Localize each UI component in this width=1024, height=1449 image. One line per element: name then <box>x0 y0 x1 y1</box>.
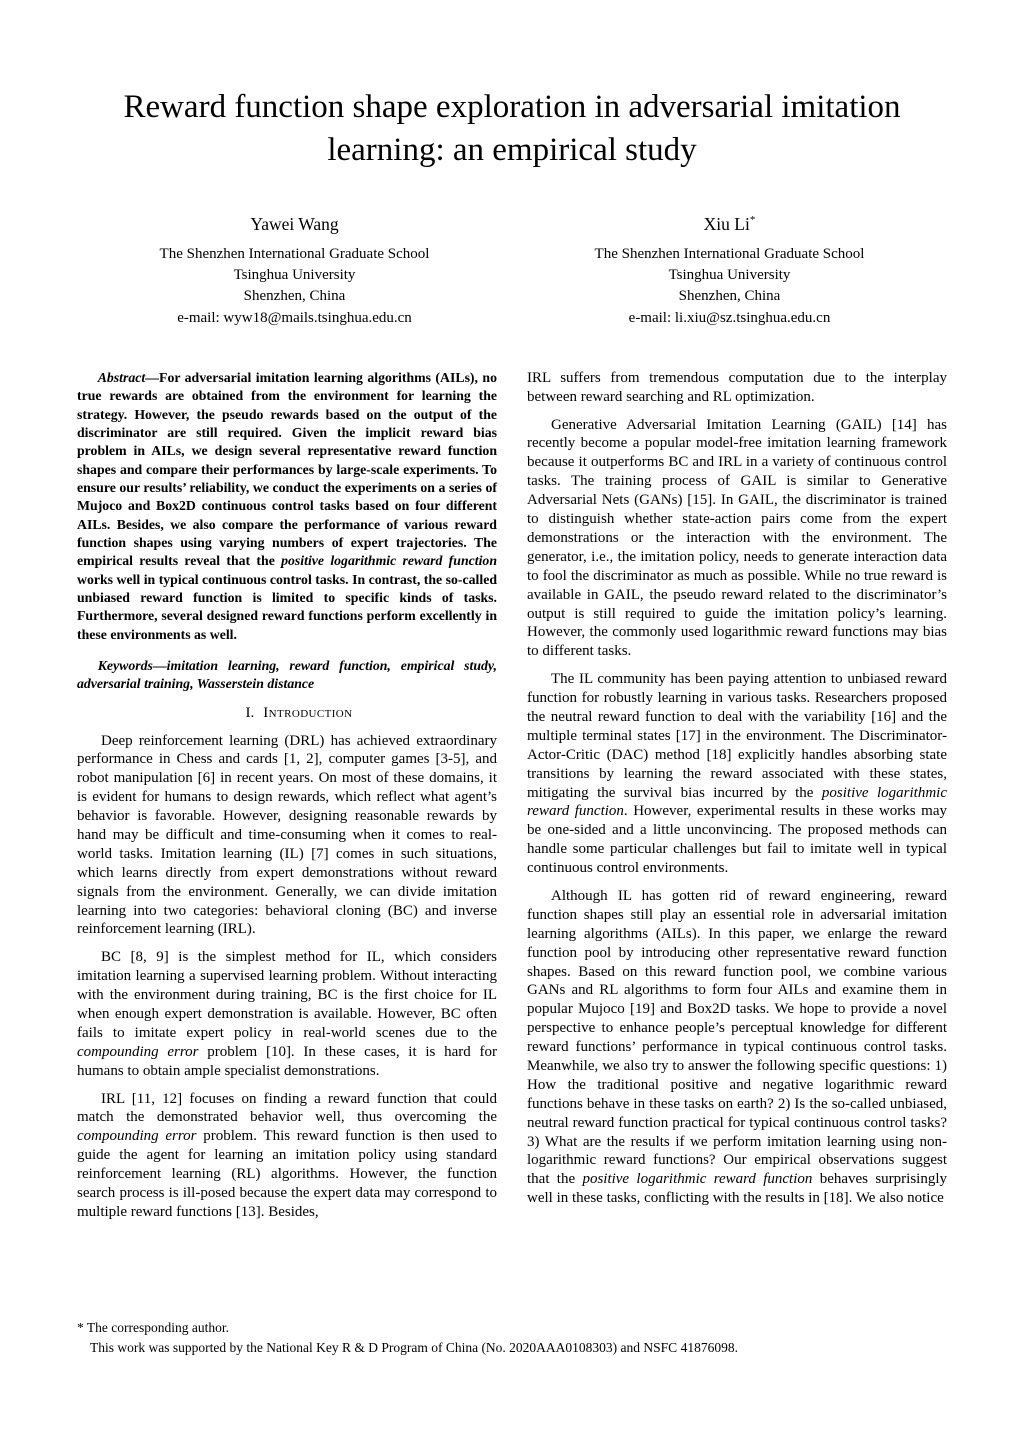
keywords-paragraph: Keywords—imitation learning, reward function, empirical study, adversarial training, Wasserstein distance <box>77 657 497 692</box>
author-affiliation: Tsinghua University <box>233 266 356 283</box>
body-paragraph-continuation: IRL suffers from tremendous computation due to the interplay between reward searching and RL optimization. <box>527 369 947 405</box>
author-email: e-mail: wyw18@mails.tsinghua.edu.cn <box>177 309 412 326</box>
abstract-label: Abstract— <box>97 369 160 385</box>
author-mark: * <box>749 213 756 226</box>
author-affiliation: Shenzhen, China <box>678 288 781 305</box>
author-block-1 <box>77 212 512 329</box>
author-affiliation: Shenzhen, China <box>243 288 346 305</box>
body-paragraph: Although IL has gotten rid of reward engineering, reward function shapes still play an essential role in adversarial imitation learning algorithms (AILs). In this paper, we enlarge the reward function pool by introducing other representative reward function shapes. Based on this reward function pool, we combine various GANs and RL algorithms to form four AILs and examine them in popular Mujoco [19] and Box2D tasks. We hope to provide a novel perspective to enhance people’s perceptual knowledge for different reward functions’ performance in typical continuous control tasks. Meanwhile, we also try to answer the following specific questions: 1) How the traditional positive and negative logarithmic reward functions behave in these tasks on earth? 2) Is the so-called unbiased, neutral reward function practical for typical continuous control tasks? 3) What are the results if we perform imitation learning using non-logarithmic reward functions? Our empirical observations suggest that the positive logarithmic reward function behaves surprisingly well in these tasks, conflicting with the results in [18]. We also notice <box>527 887 947 1207</box>
section-number: I. <box>245 704 255 721</box>
author-affiliation: The Shenzhen International Graduate School <box>594 245 865 262</box>
abstract-paragraph <box>77 369 497 644</box>
body-paragraph: Generative Adversarial Imitation Learning (GAIL) [14] has recently become a popular model-free imitation learning framework because it outperforms BC and IRL in a variety of continuous control tasks. The training process of GAIL is similar to Generative Adversarial Nets (GANs) [15]. In GAIL, the discriminator is trained to distinguish whether state-action pairs come from the expert demonstrations or the interaction with the environment. The generator, i.e., the imitation policy, needs to generate interaction data to fool the discriminator as much as possible. While no true reward is available in GAIL, the pseudo reward related to the discriminator’s output is still required to guide the imitation policy’s learning. However, the commonly used logarithmic reward functions may bias to different tasks. <box>527 416 947 660</box>
author-name <box>77 212 512 237</box>
author-email: e-mail: li.xiu@sz.tsinghua.edu.cn <box>628 309 831 326</box>
paper-title: Reward function shape exploration in adversarial imitation learning: an empirical study <box>123 89 901 168</box>
body-paragraph: Deep reinforcement learning (DRL) has achieved extraordinary performance in Chess and cards [1, 2], computer games [3-5], and robot manipulation [6] in recent years. On most of these domains, it is evident for humans to design rewards, which reflect what agent’s behavior is favorable. However, designing reasonable rewards by hand may be difficult and time-consuming when it comes to real-world tasks. Imitation learning (IL) [7] comes in such situations, which learns directly from expert demonstrations without reward signals from the environment. Generally, we can divide imitation learning into two categories: behavioral cloning (BC) and inverse reinforcement learning (IRL). <box>77 732 497 938</box>
section-heading-introduction <box>77 704 497 723</box>
body-paragraph: BC [8, 9] is the simplest method for IL, which considers imitation learning a supervised learning problem. Without interacting with the environment during training, BC is the first choice for IL when enough expert demonstration is available. However, BC often fails to imitate expert policy in real-world scenes due to the compounding error problem [10]. In these cases, it is hard for humans to obtain ample specialist demonstrations. <box>77 949 497 1079</box>
author-affiliation: Tsinghua University <box>668 266 791 283</box>
two-column-body <box>77 369 947 1231</box>
author-name-text: Xiu Li <box>703 213 750 234</box>
footnote-corresponding-author: * The corresponding author. <box>77 1320 229 1335</box>
author-affiliation: The Shenzhen International Graduate School <box>159 245 430 262</box>
left-column <box>77 369 497 1231</box>
footnote-funding: This work was supported by the National Key R & D Program of China (No. 2020AAA0108303) and NSFC 41876098. <box>90 1340 738 1356</box>
right-column <box>527 369 947 1231</box>
section-title: Introduction <box>263 704 353 721</box>
author-name-text: Yawei Wang <box>250 213 339 234</box>
footnote <box>77 1318 947 1359</box>
author-name <box>512 212 947 237</box>
abstract-text: For adversarial imitation learning algorithms (AILs), no true rewards are obtained from the environment for learning the strategy. However, the pseudo rewards based on the output of the discriminator are still required. Given the implicit reward bias problem in AILs, we design several representative reward function shapes and compare their performances by large-scale experiments. To ensure our results’ reliability, we conduct the experiments on a series of Mujoco and Box2D continuous control tasks based on four different AILs. Besides, we also compare the performance of various reward function shapes using varying numbers of expert trajectories. The empirical results reveal that the positive logarithmic reward function works well in typical continuous control tasks. In contrast, the so-called unbiased reward function is limited to specific kinds of tasks. Furthermore, several designed reward functions perform excellently in these environments as well. <box>77 369 497 642</box>
author-section <box>77 212 947 329</box>
body-paragraph: The IL community has been paying attention to unbiased reward function for robustly learning in various tasks. Researchers proposed the neutral reward function to deal with the variability [16] and the multiple terminal states [17] in the environment. The Discriminator-Actor-Critic (DAC) method [18] explicitly handles absorbing state transitions by learning the reward associated with these states, mitigating the survival bias incurred by the positive logarithmic reward function. However, experimental results in these works may be one-sided and a little unconvincing. The proposed methods can handle some particular challenges but fail to imitate well in typical continuous control environments. <box>527 671 948 877</box>
body-paragraph: IRL [11, 12] focuses on finding a reward function that could match the demonstrated behavior well, thus overcoming the compounding error problem. This reward function is then used to guide the agent for learning an imitation policy using standard reinforcement learning (RL) algorithms. However, the function search process is ill-posed because the expert data may correspond to multiple reward functions [13]. Besides, <box>77 1090 497 1220</box>
author-block-2 <box>512 212 947 329</box>
